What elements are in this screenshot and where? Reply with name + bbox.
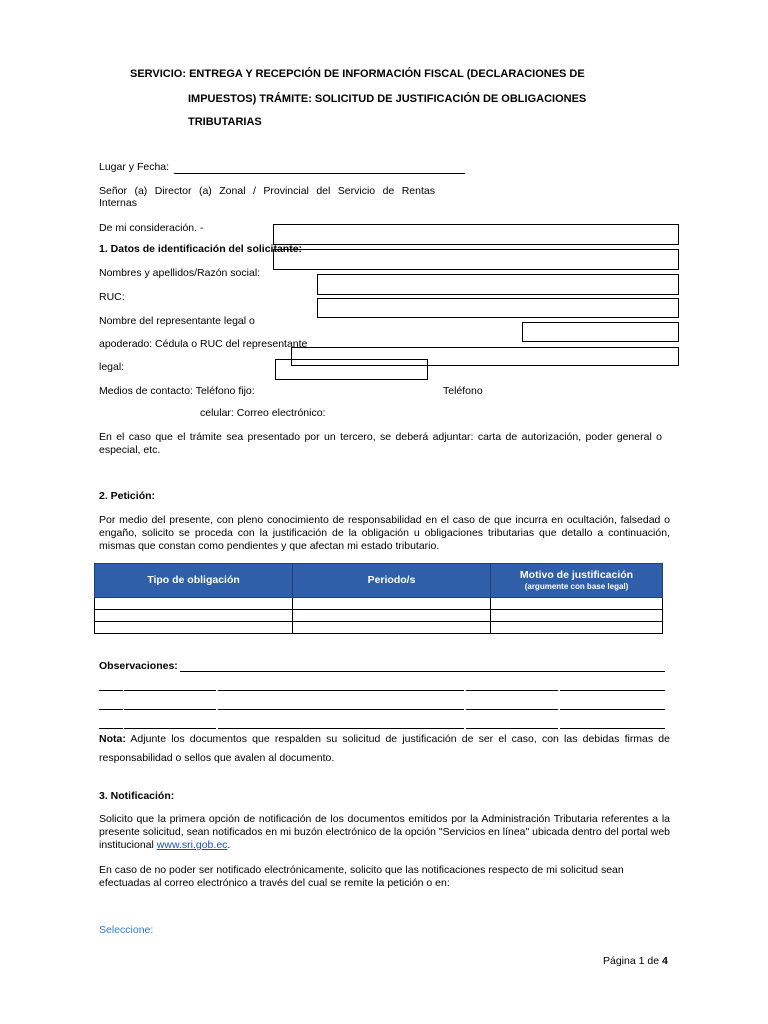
col-periodos: Periodo/s	[293, 564, 491, 598]
col-tipo-obligacion: Tipo de obligación	[95, 564, 293, 598]
table-cell[interactable]	[95, 610, 293, 622]
celular-correo-label: celular: Correo electrónico:	[200, 407, 326, 419]
nota-line-1	[99, 733, 670, 746]
ruc-label: RUC:	[99, 291, 125, 303]
observaciones-line[interactable]	[218, 709, 464, 710]
representante-label: Nombre del representante legal o	[99, 315, 255, 327]
page-number-text: Página 1 de	[603, 955, 662, 967]
table-cell[interactable]	[95, 598, 293, 610]
notificacion-text-body: Solicito que la primera opción de notificación de los documentos emitidos por la Administración Tributaria referentes a la presente solicitud, sean notificados en mi buzón electrónico de la opción "Servicios en línea" ubicada dentro del portal web institucional	[99, 813, 670, 851]
nombres-label: Nombres y apellidos/Razón social:	[99, 267, 261, 279]
peticion-text: Por medio del presente, con pleno conocimiento de responsabilidad en el caso de que incurra en ocultación, falsedad o engaño, solicito se proceda con la justificación de la obligación u obligaciones tributarias que detallo a continuación, mismas que constan como pendientes y que afectan mi estado tributario.	[99, 514, 670, 552]
observaciones-line[interactable]	[560, 728, 665, 729]
nombres-input[interactable]	[317, 274, 679, 295]
observaciones-label: Observaciones:	[99, 660, 178, 672]
col-motivo-subtitle: (argumente con base legal)	[524, 581, 629, 591]
table-cell[interactable]	[293, 622, 491, 634]
table-row	[95, 598, 663, 610]
telefono-label: Teléfono	[443, 385, 483, 397]
representante-input[interactable]	[522, 322, 679, 342]
observaciones-line-1[interactable]	[180, 671, 665, 672]
section2-title: 2. Petición:	[99, 490, 156, 502]
apoderado-label: apoderado: Cédula o RUC del representante	[99, 338, 308, 350]
nota-label: Nota:	[99, 733, 126, 745]
seleccione-dropdown[interactable]: Seleccione:	[99, 924, 154, 936]
observaciones-line[interactable]	[99, 709, 123, 710]
col-motivo	[491, 564, 663, 598]
ruc-input[interactable]	[317, 298, 679, 318]
observaciones-line[interactable]	[560, 690, 665, 691]
observaciones-line[interactable]	[99, 690, 123, 691]
tercero-note: En el caso que el trámite sea presentado por un tercero, se deberá adjuntar: carta de autorización, poder general o especial, etc.	[99, 431, 662, 456]
header-line-3: TRIBUTARIAS	[188, 116, 262, 128]
nota-line-2: responsabilidad o sellos que avalen al documento.	[99, 752, 335, 764]
senor-line-1: Señor (a) Director (a) Zonal / Provincial del Servicio de Rentas	[99, 185, 435, 197]
observaciones-line[interactable]	[218, 728, 464, 729]
table-cell[interactable]	[95, 622, 293, 634]
page-number	[603, 955, 668, 968]
observaciones-line[interactable]	[124, 709, 216, 710]
section3-title: 3. Notificación:	[99, 790, 175, 802]
table-header-row	[95, 564, 663, 598]
observaciones-line[interactable]	[466, 709, 558, 710]
table-cell[interactable]	[491, 622, 663, 634]
table-row	[95, 610, 663, 622]
notificacion-text-2: En caso de no poder ser notificado electrónicamente, solicito que las notificaciones respecto de mi solicitud sean efectuadas al correo electrónico a través del cual se remite la petición o en:	[99, 864, 624, 889]
lugar-fecha-label: Lugar y Fecha:	[99, 161, 170, 173]
sri-website-link[interactable]: www.sri.gob.ec	[156, 839, 228, 851]
consideracion-text: De mi consideración. -	[99, 222, 204, 234]
page-total: 4	[661, 955, 668, 967]
lugar-fecha-line[interactable]	[174, 173, 465, 174]
observaciones-line[interactable]	[560, 709, 665, 710]
legal-label: legal:	[99, 361, 125, 373]
notificacion-text-end: .	[227, 839, 231, 851]
col-motivo-title: Motivo de justificación	[519, 568, 634, 581]
observaciones-line[interactable]	[466, 690, 558, 691]
notificacion-text	[99, 813, 670, 852]
section1-title: 1. Datos de identificación del solicitante:	[99, 243, 303, 255]
telefono-fijo-label: Medios de contacto: Teléfono fijo:	[99, 385, 255, 397]
table-cell[interactable]	[293, 598, 491, 610]
observaciones-line[interactable]	[124, 690, 216, 691]
table-cell[interactable]	[293, 610, 491, 622]
table-cell[interactable]	[491, 598, 663, 610]
table-cell[interactable]	[491, 610, 663, 622]
observaciones-line[interactable]	[218, 690, 464, 691]
observaciones-line[interactable]	[466, 728, 558, 729]
consideracion-input[interactable]	[273, 224, 679, 245]
nota-text: Adjunte los documentos que respalden su solicitud de justificación de ser el caso, con las debidas firmas de	[125, 733, 670, 745]
table-row	[95, 622, 663, 634]
telefono-fijo-input[interactable]	[275, 359, 428, 380]
senor-line-2: Internas	[99, 197, 137, 209]
solicitante-input[interactable]	[273, 249, 679, 270]
observaciones-line[interactable]	[124, 728, 216, 729]
obligaciones-table	[94, 563, 663, 634]
header-line-2: IMPUESTOS) TRÁMITE: SOLICITUD DE JUSTIFICACIÓN DE OBLIGACIONES	[188, 93, 587, 105]
observaciones-line[interactable]	[99, 728, 123, 729]
header-line-1: SERVICIO: ENTREGA Y RECEPCIÓN DE INFORMACIÓN FISCAL (DECLARACIONES DE	[130, 68, 585, 80]
